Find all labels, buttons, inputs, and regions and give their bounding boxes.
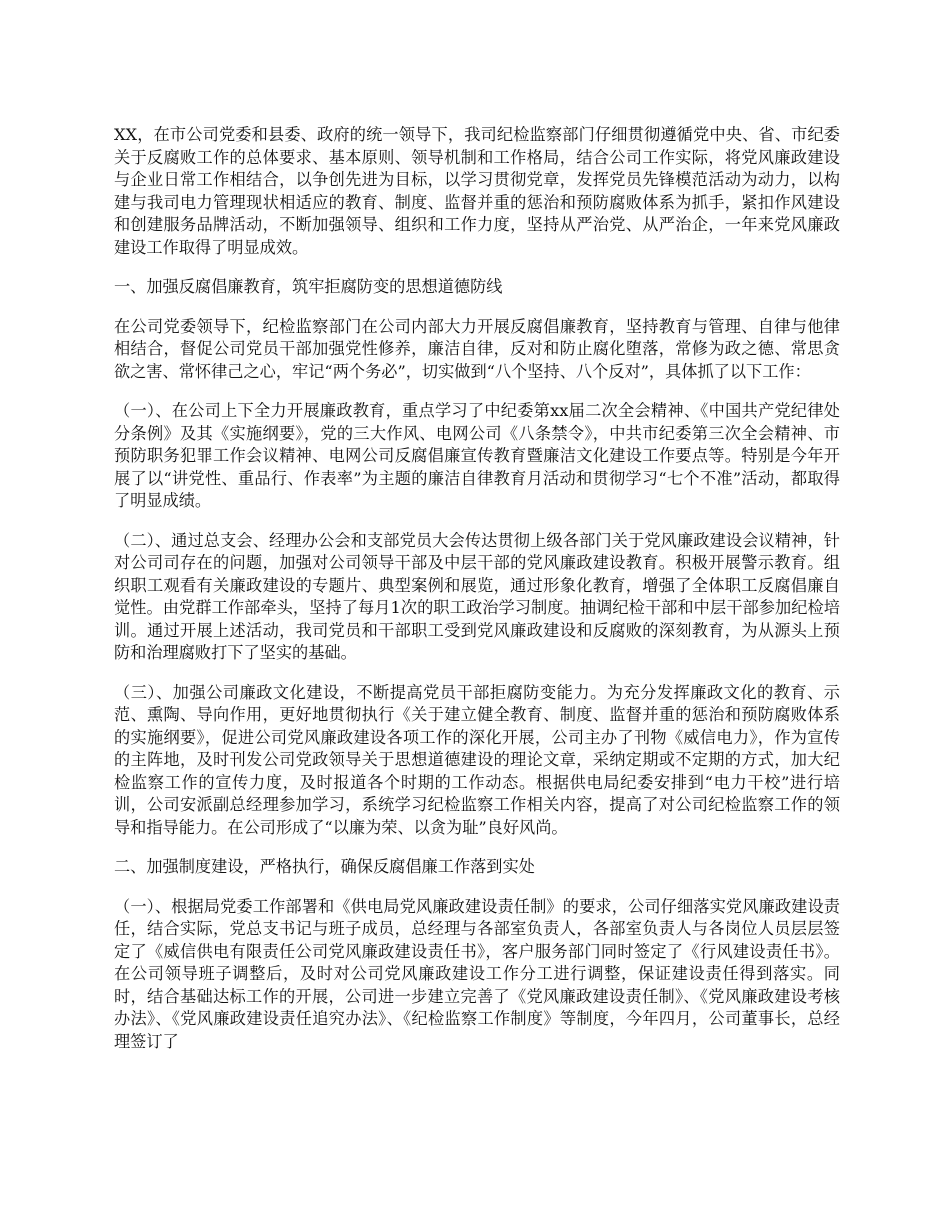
section-1-item-2-paragraph: （二）、通过总支会、经理办公会和支部党员大会传达贯彻上级各部门关于党风廉政建设会议精神，针对公司司存在的问题，加强对公司领导干部及中层干部的党风廉政建设教育。积极开展警示教育。组织职工观看有关廉政建设的专题片、典型案例和展览，通过形象化教育，增强了全体职工反腐倡廉自觉性。由党群工作部牵头，坚持了每月1次的职工政治学习制度。抽调纪检干部和中层干部参加纪检培训。通过开展上述活动，我司党员和干部职工受到党风廉政建设和反腐败的深刻教育，为从源头上预防和治理腐败打下了坚实的基础。 <box>114 530 840 662</box>
section-2-item-1-paragraph: （一）、根据局党委工作部署和《供电局党风廉政建设责任制》的要求，公司仔细落实党风廉政建设责任，结合实际，党总支书记与班子成员，总经理与各部室负责人，各部室负责人与各岗位人员层层签定了《威信供电有限责任公司党风廉政建设责任书》，客户服务部门同时签定了《行风建设责任书》。在公司领导班子调整后，及时对公司党风廉政建设工作分工进行调整，保证建设责任得到落实。同时，结合基础达标工作的开展，公司进一步建立完善了《党风廉政建设责任制》、《党风廉政建设考核办法》、《党风廉政建设责任追究办法》、《纪检监察工作制度》等制度，今年四月，公司董事长，总经理签订了 <box>114 896 840 1051</box>
section-1-item-3-paragraph: （三）、加强公司廉政文化建设，不断提高党员干部拒腐防变能力。为充分发挥廉政文化的教育、示范、熏陶、导向作用，更好地贯彻执行《关于建立健全教育、制度、监督并重的惩治和预防腐败体系的实施纲要》，促进公司党风廉政建设各项工作的深化开展，公司主办了刊物《威信电力》，作为宣传的主阵地，及时刊发公司党政领导关于思想道德建设的理论文章，采纳定期或不定期的方式，加大纪检监察工作的宣传力度，及时报道各个时期的工作动态。根据供电局纪委安排到“电力干校”进行培训，公司安派副总经理参加学习，系统学习纪检监察工作相关内容，提高了对公司纪检监察工作的领导和指导能力。在公司形成了“以廉为荣、以贪为耻”良好风尚。 <box>114 682 840 837</box>
section-heading-1: 一、加强反腐倡廉教育，筑牢拒腐防变的思想道德防线 <box>114 277 503 296</box>
section-heading-2: 二、加强制度建设，严格执行，确保反腐倡廉工作落到实处 <box>114 857 535 876</box>
intro-paragraph: XX，在市公司党委和县委、政府的统一领导下，我司纪检监察部门仔细贯彻遵循党中央、省、市纪委关于反腐败工作的总体要求、基本原则、领导机制和工作格局，结合公司工作实际，将党风廉政建设与企业日常工作相结合，以争创先进为目标，以学习贯彻党章，发挥党员先锋模范活动为动力，以构建与我司电力管理现状相适应的教育、制度、监督并重的惩治和预防腐败体系为抓手，紧扣作风建设和创建服务品牌活动，不断加强领导、组织和工作力度，坚持从严治党、从严治企，一年来党风廉政建设工作取得了明显成效。 <box>114 125 840 257</box>
section-1-intro-paragraph: 在公司党委领导下，纪检监察部门在公司内部大力开展反腐倡廉教育，坚持教育与管理、自律与他律相结合，督促公司党员干部加强党性修养，廉洁自律，反对和防止腐化堕落，常修为政之德、常思贪欲之害、常怀律己之心，牢记“两个务必”，切实做到“八个坚持、八个反对”，具体抓了以下工作： <box>114 316 840 381</box>
section-1-item-1-paragraph: （一）、在公司上下全力开展廉政教育，重点学习了中纪委第xx届二次全会精神、《中国共产党纪律处分条例》及其《实施纲要》，党的三大作风、电网公司《八条禁令》，中共市纪委第三次全会精神、市预防职务犯罪工作会议精神、电网公司反腐倡廉宣传教育暨廉洁文化建设工作要点等。特别是今年开展了以“讲党性、重品行、作表率”为主题的廉洁自律教育月活动和贯彻学习“七个不准”活动，都取得了明显成绩。 <box>114 401 840 510</box>
document-body <box>114 124 840 1070</box>
